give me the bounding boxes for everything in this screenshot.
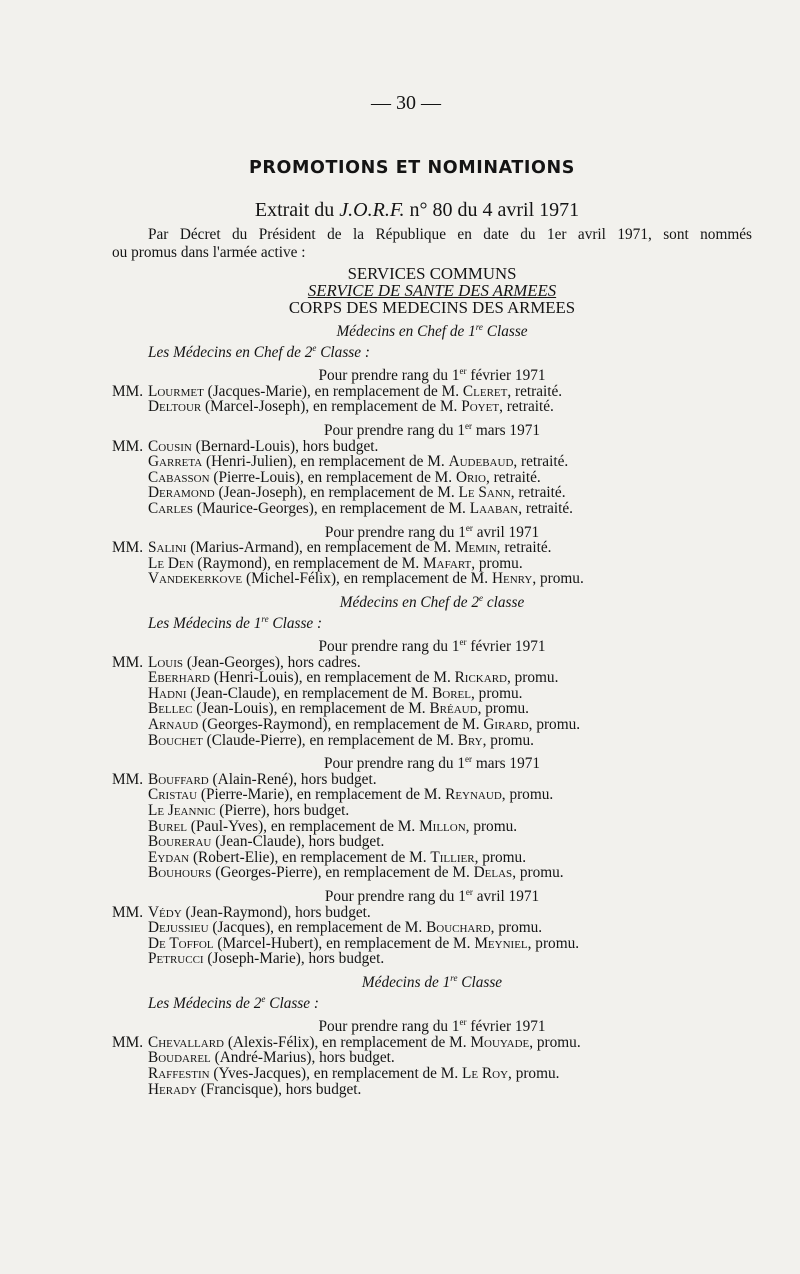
entry-status: promu. xyxy=(498,919,543,937)
rank-sup: er xyxy=(459,637,467,647)
person-name: Deltour xyxy=(148,398,202,416)
entry-note: en remplacement de M. xyxy=(300,453,445,471)
entry-note: en remplacement de M. xyxy=(310,484,455,502)
section-from xyxy=(112,613,752,632)
person-name: Lourmet xyxy=(148,382,204,400)
rank-date: mars 1971 xyxy=(475,755,541,773)
section-from xyxy=(112,993,752,1012)
person-name: Boudarel xyxy=(148,1049,211,1067)
entry-status: promu. xyxy=(519,864,564,882)
entry-status: promu. xyxy=(540,570,584,588)
entry-group xyxy=(112,772,752,881)
rank-date: avril 1971 xyxy=(476,888,540,905)
entry-row: Bouchet (Claude-Pierre), en remplacement de M. Bry, promu. xyxy=(148,731,534,749)
entry-note: hors cadres. xyxy=(287,653,361,671)
entry-row: Burel (Paul-Yves), en remplacement de M. Millon, promu. xyxy=(148,817,518,835)
entry-note: hors budget. xyxy=(319,1049,395,1067)
person-name: Bourerau xyxy=(148,833,212,851)
person-first-names: Robert-Elie xyxy=(198,848,270,866)
entry-group xyxy=(112,655,752,749)
mm-label: MM. xyxy=(112,903,144,921)
entry-group xyxy=(112,439,752,517)
replaced-name: Meyniel xyxy=(474,934,528,952)
person-name: Burel xyxy=(148,817,187,835)
mm-label: MM. xyxy=(112,653,144,671)
person-first-names: Georges-Raymond xyxy=(207,716,323,734)
entry-row: MM. Cousin (Bernard-Louis), hors budget. xyxy=(112,437,379,455)
entry-group xyxy=(112,1035,752,1097)
entry-note: en remplacement de M. xyxy=(326,934,471,952)
entry-note: en remplacement de M. xyxy=(314,382,460,400)
entry-row: MM. Salini (Marius-Armand), en remplacement de M. Memin, retraité. xyxy=(112,539,552,557)
replaced-name: Bréaud xyxy=(429,700,478,718)
rank-date: février 1971 xyxy=(470,638,546,656)
entry-note: en remplacement de M. xyxy=(309,731,454,749)
section-title-sup: re xyxy=(475,321,483,332)
entry-note: en remplacement de M. xyxy=(296,786,442,804)
entry-status: promu. xyxy=(515,1064,560,1082)
replaced-name: Rickard xyxy=(454,669,507,687)
person-first-names: Raymond xyxy=(202,554,263,572)
person-name: Carles xyxy=(148,499,194,517)
person-name: Salini xyxy=(148,539,187,557)
entry-row: Deltour (Marcel-Joseph), en remplacement de M. Poyet, retraité. xyxy=(148,398,554,416)
entry-note: en remplacement de M. xyxy=(335,716,480,734)
entry-note: en remplacement de M. xyxy=(313,1064,459,1082)
intro-line-2: ou promus dans l'armée active : xyxy=(112,244,306,261)
entry-note: en remplacement de M. xyxy=(270,817,416,835)
person-first-names: Marius-Armand xyxy=(195,539,294,557)
section-from-text: Les Médecins de 2 xyxy=(148,994,262,1012)
entry-note: en remplacement de M. xyxy=(277,919,423,937)
person-first-names: Jacques xyxy=(217,919,266,937)
person-first-names: Joseph-Marie xyxy=(212,950,296,968)
entry-status: promu. xyxy=(536,716,581,734)
person-name: Arnaud xyxy=(148,716,199,734)
section-title xyxy=(112,592,752,611)
person-first-names: Jean-Joseph xyxy=(223,484,298,502)
entry-row: Boudarel (André-Marius), hors budget. xyxy=(148,1049,395,1067)
entry-row: MM. Védy (Jean-Raymond), hors budget. xyxy=(112,903,371,921)
person-first-names: Alain-René xyxy=(217,770,289,788)
entry-note: en remplacement de M. xyxy=(307,468,453,486)
person-name: Chevallard xyxy=(148,1033,224,1051)
heading-corps: CORPS DES MEDECINS DES ARMEES xyxy=(288,298,576,317)
entry-row: Vandekerkove (Michel-Félix), en remplacement de M. Henry, promu. xyxy=(148,570,584,588)
entry-status: promu. xyxy=(478,684,523,702)
extract-rest: n° 80 du 4 avril 1971 xyxy=(404,199,580,221)
rank-sup: er xyxy=(459,1017,467,1028)
person-name: Hadni xyxy=(148,684,187,702)
person-name: Garreta xyxy=(148,453,203,471)
section-from-sup: e xyxy=(312,342,317,353)
section-title-suffix: classe xyxy=(483,593,525,611)
person-first-names: Yves-Jacques xyxy=(218,1064,302,1082)
section-from xyxy=(112,342,752,361)
entry-row: Eydan (Robert-Elie), en remplacement de M. Tillier, promu. xyxy=(148,848,527,866)
entry-group xyxy=(112,540,752,587)
entry-note: en remplacement de M. xyxy=(306,539,452,557)
section-title-sup: e xyxy=(479,592,484,603)
person-first-names: Alexis-Félix xyxy=(232,1033,310,1051)
person-first-names: Michel-Félix xyxy=(251,570,331,588)
person-name: Le Jeannic xyxy=(148,802,216,820)
extract-prefix: Extrait du xyxy=(254,199,340,221)
section-title xyxy=(112,972,752,991)
rank-line xyxy=(112,1019,752,1035)
entry-row: MM. Louis (Jean-Georges), hors cadres. xyxy=(112,653,361,671)
entry-row: Bouhours (Georges-Pierre), en remplacement de M. Delas, promu. xyxy=(148,864,564,882)
entry-row: Herady (Francisque), hors budget. xyxy=(148,1080,362,1098)
entry-status: retraité. xyxy=(506,398,554,416)
replaced-name: Mouyade xyxy=(470,1033,530,1051)
replaced-name: Mafart xyxy=(423,554,472,572)
person-name: Bouffard xyxy=(148,770,209,788)
replaced-name: Orio xyxy=(455,468,486,486)
entry-status: promu. xyxy=(473,817,518,835)
person-first-names: Henri-Louis xyxy=(218,669,294,687)
person-first-names: Jean-Raymond xyxy=(190,903,283,921)
entry-row: Bellec (Jean-Louis), en remplacement de M. Bréaud, promu. xyxy=(148,700,529,718)
replaced-name: Henry xyxy=(491,570,533,588)
person-name: Vandekerkove xyxy=(148,570,243,588)
intro-line-1: Par Décret du Président de la République en date du 1er avril 1971, sont nommés xyxy=(148,226,752,243)
person-first-names: Jean-Louis xyxy=(201,700,269,718)
mm-label: MM. xyxy=(112,382,144,400)
entry-row: Eberhard (Henri-Louis), en remplacement de M. Rickard, promu. xyxy=(148,669,559,687)
intro-paragraph xyxy=(112,226,752,262)
person-first-names: Jacques-Marie xyxy=(212,382,302,400)
entry-note: en remplacement de M. xyxy=(281,700,426,718)
sections-list xyxy=(112,321,752,1098)
replaced-name: Girard xyxy=(483,716,529,734)
entry-status: retraité. xyxy=(525,499,573,517)
mm-label: MM. xyxy=(112,1033,144,1051)
rank-sup: er xyxy=(465,886,473,897)
page-title: PROMOTIONS ET NOMINATIONS xyxy=(249,158,575,178)
rank-prefix: Pour prendre rang du 1 xyxy=(318,1018,460,1036)
entry-row: Arnaud (Georges-Raymond), en remplacement de M. Girard, promu. xyxy=(148,716,581,734)
entry-status: promu. xyxy=(509,786,554,804)
entry-row: MM. Lourmet (Jacques-Marie), en remplacement de M. Cleret, retraité. xyxy=(112,382,563,400)
entry-note: hors budget. xyxy=(285,1080,362,1098)
entry-status: retraité. xyxy=(518,484,566,502)
rank-date: mars 1971 xyxy=(475,421,541,439)
entry-row: Cabasson (Pierre-Louis), en remplacement de M. Orio, retraité. xyxy=(148,468,541,486)
rank-sup: er xyxy=(459,366,467,377)
rank-line xyxy=(112,756,752,772)
entry-row: Petrucci (Joseph-Marie), hors budget. xyxy=(148,950,385,968)
entry-note: en remplacement de M. xyxy=(343,570,489,588)
person-first-names: Claude-Pierre xyxy=(211,731,297,749)
replaced-name: Delas xyxy=(473,864,513,882)
person-first-names: Georges-Pierre xyxy=(220,864,313,882)
entry-group xyxy=(112,384,752,415)
entry-note: en remplacement de M. xyxy=(282,848,427,866)
entry-note: en remplacement de M. xyxy=(274,554,420,572)
section-title-sup: re xyxy=(450,972,458,983)
rank-prefix: Pour prendre rang du 1 xyxy=(323,755,466,773)
rank-line xyxy=(112,639,752,655)
entry-note: en remplacement de M. xyxy=(321,499,466,517)
person-first-names: Jean-Claude xyxy=(195,684,272,702)
entry-row: Cristau (Pierre-Marie), en remplacement de M. Reynaud, promu. xyxy=(148,786,554,804)
section-from-suffix: Classe : xyxy=(268,614,323,632)
person-first-names: Pierre xyxy=(224,802,261,820)
entry-row: Garreta (Henri-Julien), en remplacement de M. Audebaud, retraité. xyxy=(148,453,569,471)
page-number: — 30 — xyxy=(371,92,441,114)
replaced-name: Le Sann xyxy=(458,484,511,502)
person-first-names: Marcel-Joseph xyxy=(210,398,301,416)
entry-row: De Toffol (Marcel-Hubert), en remplacement de M. Meyniel, promu. xyxy=(148,934,580,952)
entry-row: MM. Chevallard (Alexis-Félix), en remplacement de M. Mouyade, promu. xyxy=(112,1033,581,1051)
entry-status: retraité. xyxy=(515,382,563,400)
entry-note: hors budget. xyxy=(302,437,379,455)
replaced-name: Cleret xyxy=(462,382,508,400)
replaced-name: Bry xyxy=(457,731,483,749)
extract-line xyxy=(0,199,800,222)
rank-prefix: Pour prendre rang du 1 xyxy=(318,367,460,385)
replaced-name: Reynaud xyxy=(445,786,502,804)
person-name: Bouhours xyxy=(148,864,212,882)
entry-row: Le Jeannic (Pierre), hors budget. xyxy=(148,802,350,820)
person-name: Cabasson xyxy=(148,468,210,486)
heading-services: SERVICES COMMUNS xyxy=(347,264,517,283)
person-first-names: Maurice-Georges xyxy=(201,499,309,517)
entry-note: hors budget. xyxy=(308,950,385,968)
section-from-sup: e xyxy=(261,993,266,1004)
rank-sup: er xyxy=(465,754,473,765)
person-first-names: Jean-Georges xyxy=(191,653,275,671)
section-title-text: Médecins de 1 xyxy=(361,973,451,991)
mm-label: MM. xyxy=(112,437,144,455)
section-from-text: Les Médecins en Chef de 2 xyxy=(148,343,313,361)
person-name: Dejussieu xyxy=(148,919,209,937)
section-title-suffix: Classe xyxy=(457,973,503,991)
entry-row: Dejussieu (Jacques), en remplacement de M. Bouchard, promu. xyxy=(148,919,543,937)
rank-prefix: Pour prendre rang du 1 xyxy=(323,421,466,439)
replaced-name: Borel xyxy=(432,684,472,702)
document-body xyxy=(112,265,752,1097)
entry-status: retraité. xyxy=(521,453,569,471)
section-title-text: Médecins en Chef de 1 xyxy=(336,323,476,340)
section-from-suffix: Classe : xyxy=(265,994,319,1012)
replaced-name: Audebaud xyxy=(448,453,514,471)
rank-date: avril 1971 xyxy=(476,523,540,541)
person-first-names: Pierre-Marie xyxy=(205,786,285,804)
person-first-names: Paul-Yves xyxy=(195,817,259,835)
entry-note: hors budget. xyxy=(273,802,350,820)
person-name: Le Den xyxy=(148,554,194,572)
rank-line xyxy=(112,368,752,384)
person-first-names: André-Marius xyxy=(219,1049,307,1067)
person-name: Eydan xyxy=(148,848,190,866)
entry-row: MM. Bouffard (Alain-René), hors budget. xyxy=(112,770,377,788)
rank-prefix: Pour prendre rang du 1 xyxy=(324,523,466,541)
person-first-names: Bernard-Louis xyxy=(200,437,290,455)
entry-row: Le Den (Raymond), en remplacement de M. Mafart, promu. xyxy=(148,554,523,572)
replaced-name: Bouchard xyxy=(426,919,491,937)
rank-sup: er xyxy=(465,420,473,431)
section-from-sup: re xyxy=(261,613,269,624)
entry-status: promu. xyxy=(535,934,580,952)
rank-sup: er xyxy=(465,522,473,533)
rank-prefix: Pour prendre rang du 1 xyxy=(318,638,460,656)
person-name: Eberhard xyxy=(148,669,210,687)
entry-status: promu. xyxy=(490,731,534,749)
entry-row: Deramond (Jean-Joseph), en remplacement de M. Le Sann, retraité. xyxy=(148,484,566,502)
entry-status: retraité. xyxy=(493,468,541,486)
section-title-text: Médecins en Chef de 2 xyxy=(339,593,480,611)
heading-service-sante: SERVICE DE SANTE DES ARMEES xyxy=(307,281,557,300)
rank-date: février 1971 xyxy=(470,367,546,385)
person-name: Bouchet xyxy=(148,731,203,749)
entry-note: en remplacement de M. xyxy=(322,1033,467,1051)
person-first-names: Henri-Julien xyxy=(211,453,288,471)
entry-group xyxy=(112,905,752,967)
entry-status: promu. xyxy=(485,700,529,718)
rank-date: février 1971 xyxy=(470,1018,546,1036)
rank-line xyxy=(112,420,752,439)
section-from-suffix: Classe : xyxy=(316,343,370,361)
entry-note: hors budget. xyxy=(295,903,371,921)
mm-label: MM. xyxy=(112,539,144,557)
replaced-name: Le Roy xyxy=(462,1064,509,1082)
replaced-name: Laaban xyxy=(469,499,519,517)
replaced-name: Millon xyxy=(419,817,466,835)
section-title xyxy=(112,321,752,340)
extract-journal: J.O.R.F. xyxy=(339,199,405,221)
entry-status: retraité. xyxy=(504,539,552,557)
rank-line xyxy=(112,522,752,541)
entry-row: Hadni (Jean-Claude), en remplacement de M. Borel, promu. xyxy=(148,684,523,702)
entry-note: en remplacement de M. xyxy=(283,684,429,702)
entry-note: en remplacement de M. xyxy=(306,669,451,687)
mm-label: MM. xyxy=(112,770,144,788)
person-name: Bellec xyxy=(148,700,193,718)
person-name: Petrucci xyxy=(148,950,204,968)
person-name: Cristau xyxy=(148,786,198,804)
person-first-names: Francisque xyxy=(205,1080,273,1098)
person-first-names: Pierre-Louis xyxy=(218,468,295,486)
entry-row: Bourerau (Jean-Claude), hors budget. xyxy=(148,833,385,851)
rank-prefix: Pour prendre rang du 1 xyxy=(324,888,466,905)
person-name: Louis xyxy=(148,653,184,671)
person-name: Herady xyxy=(148,1080,197,1098)
entry-status: promu. xyxy=(482,848,527,866)
replaced-name: Poyet xyxy=(461,398,500,416)
entry-note: en remplacement de M. xyxy=(312,398,458,416)
entry-row: Carles (Maurice-Georges), en remplacement de M. Laaban, retraité. xyxy=(148,499,573,517)
entry-note: hors budget. xyxy=(300,770,377,788)
entry-row: Raffestin (Yves-Jacques), en remplacement de M. Le Roy, promu. xyxy=(148,1064,560,1082)
person-name: Raffestin xyxy=(148,1064,210,1082)
person-first-names: Marcel-Hubert xyxy=(222,934,314,952)
entry-status: promu. xyxy=(478,554,523,572)
entry-status: promu. xyxy=(514,669,559,687)
replaced-name: Tillier xyxy=(430,848,475,866)
person-name: De Toffol xyxy=(148,934,214,952)
rank-line xyxy=(112,886,752,905)
person-name: Védy xyxy=(148,903,182,921)
entry-note: en remplacement de M. xyxy=(325,864,470,882)
replaced-name: Memin xyxy=(454,539,497,557)
person-name: Deramond xyxy=(148,484,215,502)
person-name: Cousin xyxy=(148,437,192,455)
person-first-names: Jean-Claude xyxy=(220,833,296,851)
entry-status: promu. xyxy=(536,1033,581,1051)
section-from-text: Les Médecins de 1 xyxy=(148,614,262,632)
entry-note: hors budget. xyxy=(308,833,385,851)
section-title-suffix: Classe xyxy=(482,323,528,340)
